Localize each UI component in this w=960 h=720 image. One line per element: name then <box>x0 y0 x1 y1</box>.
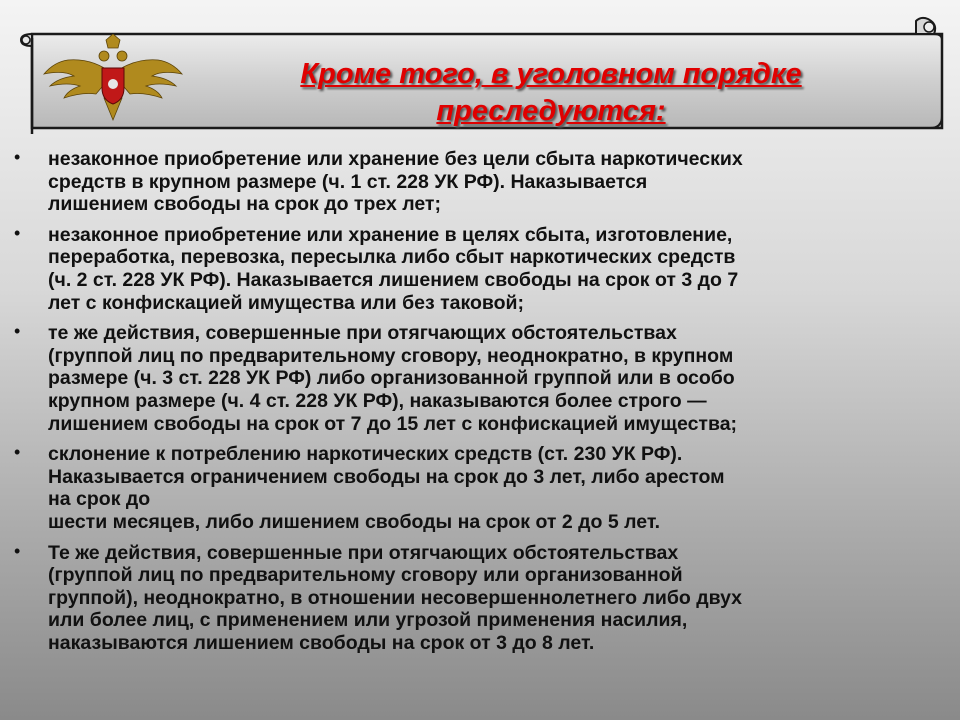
list-item <box>12 441 947 533</box>
title-banner <box>16 16 946 134</box>
list-item-text: незаконное приобретение или хранение без цели сбыта наркотических средств в крупном размере (ч. 1 ст. 228 УК РФ). Наказывается лишением свободы на срок до трех лет; <box>48 148 743 216</box>
bullet-icon: • <box>14 540 21 561</box>
bullet-icon: • <box>14 321 21 342</box>
bullet-icon: • <box>14 222 21 243</box>
list-item-text: те же действия, совершенные при отягчающих обстоятельствах (группой лиц по предварительному сговору, неоднократно, в крупном размере (ч. 3 ст. 228 УК РФ) либо организованной группой или в особо крупном размере (ч. 4 ст. 228 УК РФ), наказываются более строго — лишением свободы на срок от 7 до 15 лет с конфискацией имущества; <box>48 322 738 435</box>
list-item <box>12 320 947 435</box>
eagle-emblem-icon <box>38 34 188 122</box>
offense-list <box>12 146 947 660</box>
list-item-text: незаконное приобретение или хранение в целях сбыта, изготовление, переработка, перевозка, пересылка либо сбыт наркотических средств (ч. 2 ст. 228 УК РФ). Наказывается лишением свободы на срок от 3 до 7 лет с конфискацией имущества или без таковой; <box>48 223 739 314</box>
list-item <box>12 540 947 655</box>
title-line-2: преследуются: <box>436 95 666 127</box>
list-item-text: склонение к потреблению наркотических средств (ст. 230 УК РФ). Наказывается ограничением свободы на срок до 3 лет, либо арестом на срок до шести месяцев, либо лишением свободы на срок от 2 до 5 лет. <box>48 443 725 533</box>
list-item <box>12 222 947 314</box>
list-item-text: Те же действия, совершенные при отягчающих обстоятельствах (группой лиц по предварительному сговору или организованной группой), неоднократно, в отношении несовершеннолетнего либо двух или более лиц, с применением или угрозой применения насилия, наказываются лишением свободы на срок от 3 до 8 лет. <box>48 541 743 654</box>
title-line-1: Кроме того, в уголовном порядке <box>300 58 802 90</box>
bullet-icon: • <box>14 442 21 463</box>
bullet-icon: • <box>14 147 21 167</box>
list-item <box>12 146 947 216</box>
page-title <box>206 56 896 130</box>
